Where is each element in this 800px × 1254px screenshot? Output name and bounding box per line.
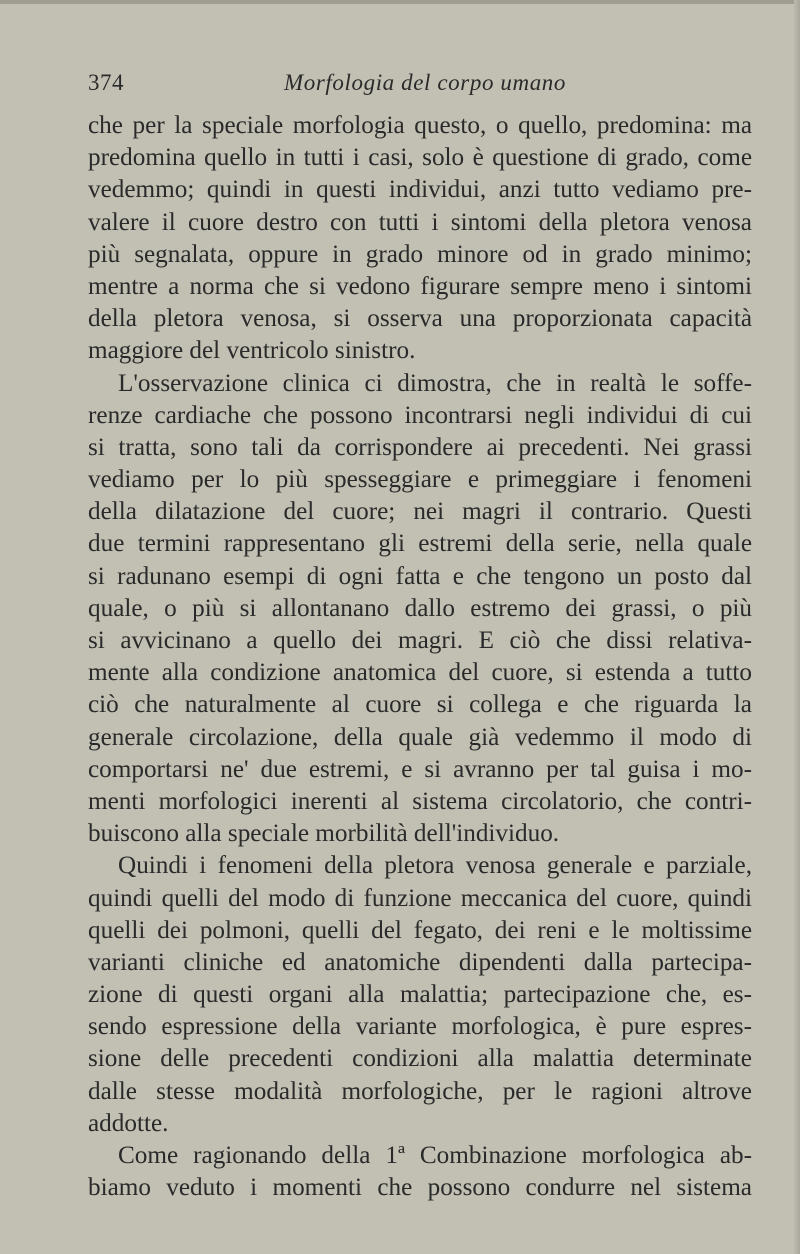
text-line: L'osservazione clinica ci dimostra, che in realtà le soffe- <box>118 369 752 397</box>
page-right-edge <box>794 0 800 1254</box>
page-number: 374 <box>88 70 124 95</box>
text-line: valere il cuore destro con tutti i sintomi della pletora venosa <box>88 208 752 236</box>
page-header <box>88 70 752 106</box>
text-line: Quindi i fenomeni della pletora venosa generale e parziale, <box>118 852 752 880</box>
text-line: si avvicinano a quello dei magri. E ciò che dissi relativa- <box>88 627 752 654</box>
text-line: mentre a norma che si vedono figurare sempre meno i sintomi <box>88 272 752 300</box>
text-line: mente alla condizione anatomica del cuore, si estenda a tutto <box>88 659 752 687</box>
text-line: quale, o più si allontanano dallo estremo dei grassi, o più <box>88 594 752 622</box>
text-line: vedemmo; quindi in questi individui, anzi tutto vediamo pre- <box>88 176 752 204</box>
text-line: si radunano esempi di ogni fatta e che tengono un posto dal <box>88 562 752 590</box>
text-line: che per la speciale morfologia questo, o quello, predomina: ma <box>88 112 752 139</box>
text-line: comportarsi ne' due estremi, e si avranno per tal guisa i mo- <box>88 755 752 783</box>
text-line: varianti cliniche ed anatomiche dipendenti dalla partecipa- <box>88 948 752 976</box>
text-line: biamo veduto i momenti che possono condurre nel sistema <box>88 1174 752 1202</box>
text-line: sione delle precedenti condizioni alla malattia determinate <box>88 1045 752 1073</box>
body-text <box>88 110 752 1204</box>
text-line: quindi quelli del modo di funzione meccanica del cuore, quindi <box>88 884 752 912</box>
text-line: menti morfologici inerenti al sistema circolatorio, che contri- <box>88 787 752 815</box>
page-top-edge <box>0 0 800 4</box>
text-line: ciò che naturalmente al cuore si collega e che riguarda la <box>88 691 752 719</box>
text-line: più segnalata, oppure in grado minore od in grado minimo; <box>88 240 752 268</box>
text-line: vediamo per lo più spesseggiare e primeggiare i fenomeni <box>88 466 752 494</box>
text-line: due termini rappresentano gli estremi della serie, nella quale <box>88 530 752 558</box>
text-line: della pletora venosa, si osserva una proporzionata capacità <box>88 305 752 333</box>
running-title: Morfologia del corpo umano <box>284 70 566 95</box>
text-line: addotte. <box>88 1109 169 1137</box>
text-line: sendo espressione della variante morfologica, è pure espres- <box>88 1013 752 1041</box>
text-line: dalle stesse modalità morfologiche, per le ragioni altrove <box>88 1077 752 1105</box>
text-line: zione di questi organi alla malattia; partecipazione che, es- <box>88 981 752 1009</box>
text-line: della dilatazione del cuore; nei magri il contrario. Questi <box>88 498 752 526</box>
text-line: maggiore del ventricolo sinistro. <box>88 337 416 365</box>
text-line: predomina quello in tutti i casi, solo è questione di grado, come <box>88 144 752 172</box>
text-line: buiscono alla speciale morbilità dell'individuo. <box>88 820 560 848</box>
text-line: generale circolazione, della quale già vedemmo il modo di <box>88 723 752 751</box>
text-line: Come ragionando della 1ª Combinazione morfologica ab- <box>118 1142 752 1169</box>
text-line: quelli dei polmoni, quelli del fegato, dei reni e le moltissime <box>88 916 752 944</box>
text-line: si tratta, sono tali da corrispondere ai precedenti. Nei grassi <box>88 433 752 461</box>
text-line: renze cardiache che possono incontrarsi negli individui di cui <box>88 401 752 429</box>
